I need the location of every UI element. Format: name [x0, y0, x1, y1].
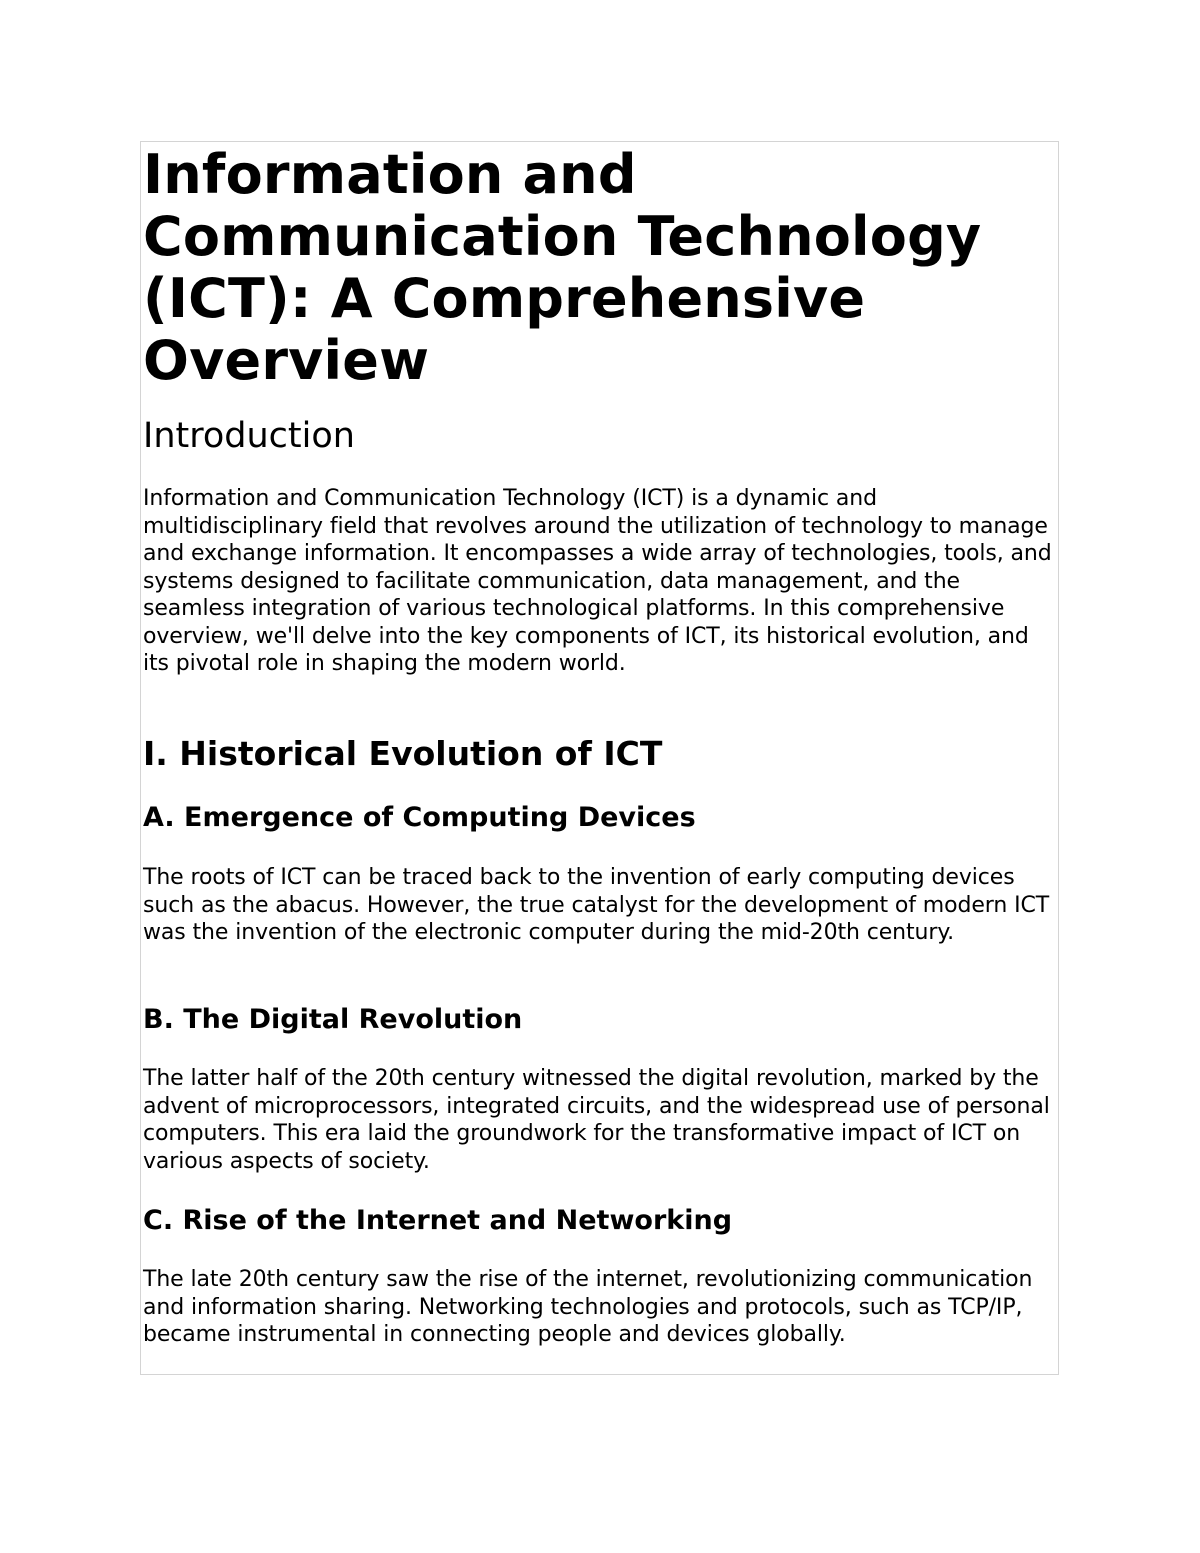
document-page: [140, 141, 1059, 1375]
subsection-digital-revolution-paragraph: The latter half of the 20th century witnessed the digital revolution, marked by the advent of microprocessors, integrated circuits, and the widespread use of personal computers. This era laid the groundwork for the transformative impact of ICT on various aspects of society.: [143, 1066, 1050, 1174]
introduction-paragraph: Information and Communication Technology (ICT) is a dynamic and multidisciplinary field that revolves around the utilization of technology to manage and exchange information. It encompasses a wide array of technologies, tools, and systems designed to facilitate communication, data management, and the seamless integration of various technological platforms. In this comprehensive overview, we'll delve into the key components of ICT, its historical evolution, and its pivotal role in shaping the modern world.: [143, 486, 1052, 676]
subsection-computing-devices-heading: A. Emergence of Computing Devices: [143, 802, 696, 833]
document-title: Information and Communication Technology (ICT): A Comprehensive Overview: [143, 143, 982, 392]
subsection-computing-devices-paragraph: The roots of ICT can be traced back to the invention of early computing devices such as the abacus. However, the true catalyst for the development of modern ICT was the invention of the electronic computer during the mid-20th century.: [143, 865, 1050, 945]
subsection-internet-networking-paragraph: The late 20th century saw the rise of the internet, revolutionizing communication and information sharing. Networking technologies and protocols, such as TCP/IP, became instrumental in connecting people and devices globally.: [143, 1267, 1033, 1347]
section-historical-evolution-heading: I. Historical Evolution of ICT: [143, 734, 663, 773]
subsection-internet-networking-heading: C. Rise of the Internet and Networking: [143, 1205, 733, 1236]
introduction-heading: Introduction: [143, 416, 355, 456]
subsection-digital-revolution-heading: B. The Digital Revolution: [143, 1004, 523, 1035]
